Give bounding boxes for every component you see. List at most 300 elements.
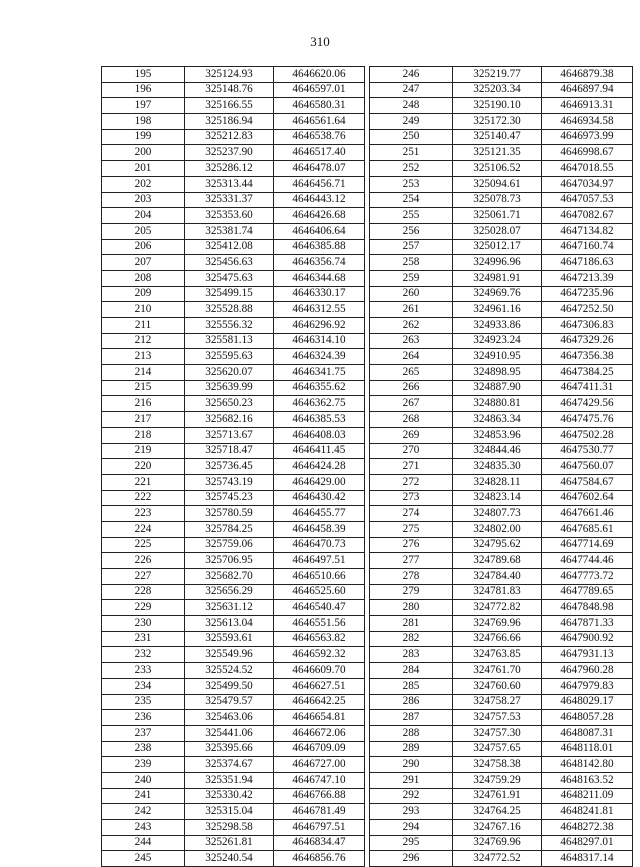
- table-cell-y: 4646426.68: [274, 208, 365, 224]
- coordinates-table-left: [101, 66, 365, 867]
- table-cell-y: 4646879.38: [542, 67, 633, 83]
- table-cell-y: 4646330.17: [274, 286, 365, 302]
- table-cell-point: 228: [102, 584, 185, 600]
- table-cell-y: 4647186.63: [542, 255, 633, 271]
- table-cell-y: 4646430.42: [274, 490, 365, 506]
- table-cell-x: 325595.63: [185, 349, 274, 365]
- table-cell-x: 324767.16: [453, 820, 542, 836]
- table-cell-point: 254: [370, 192, 453, 208]
- table-cell-point: 251: [370, 145, 453, 161]
- table-cell-y: 4647584.67: [542, 474, 633, 490]
- table-cell-y: 4646563.82: [274, 631, 365, 647]
- table-row: [370, 114, 633, 130]
- table-cell-y: 4646296.92: [274, 318, 365, 334]
- table-cell-x: 325203.34: [453, 82, 542, 98]
- table-cell-point: 216: [102, 396, 185, 412]
- table-cell-point: 220: [102, 459, 185, 475]
- table-cell-x: 325381.74: [185, 223, 274, 239]
- table-row: [102, 757, 365, 773]
- table-row: [370, 772, 633, 788]
- table-cell-x: 324759.29: [453, 772, 542, 788]
- table-cell-x: 325528.88: [185, 302, 274, 318]
- table-cell-x: 325078.73: [453, 192, 542, 208]
- table-cell-point: 227: [102, 569, 185, 585]
- table-cell-x: 325650.23: [185, 396, 274, 412]
- table-cell-y: 4646998.67: [542, 145, 633, 161]
- table-cell-y: 4646797.51: [274, 820, 365, 836]
- table-row: [102, 114, 365, 130]
- table-cell-y: 4648057.28: [542, 710, 633, 726]
- table-cell-y: 4646727.00: [274, 757, 365, 773]
- table-cell-x: 325315.04: [185, 804, 274, 820]
- table-cell-x: 324923.24: [453, 333, 542, 349]
- table-cell-point: 289: [370, 741, 453, 757]
- table-cell-x: 325581.13: [185, 333, 274, 349]
- table-cell-point: 222: [102, 490, 185, 506]
- table-row: [370, 521, 633, 537]
- table-cell-y: 4646627.51: [274, 678, 365, 694]
- table-cell-y: 4646341.75: [274, 365, 365, 381]
- table-cell-x: 324758.38: [453, 757, 542, 773]
- table-row: [102, 270, 365, 286]
- table-cell-y: 4648241.81: [542, 804, 633, 820]
- table-cell-y: 4647057.53: [542, 192, 633, 208]
- table-cell-point: 292: [370, 788, 453, 804]
- table-cell-x: 325121.35: [453, 145, 542, 161]
- table-row: [370, 333, 633, 349]
- table-cell-y: 4646517.40: [274, 145, 365, 161]
- table-cell-point: 204: [102, 208, 185, 224]
- table-cell-point: 255: [370, 208, 453, 224]
- table-cell-point: 202: [102, 176, 185, 192]
- table-cell-point: 264: [370, 349, 453, 365]
- table-cell-y: 4647411.31: [542, 380, 633, 396]
- table-cell-x: 324757.65: [453, 741, 542, 757]
- table-cell-point: 278: [370, 569, 453, 585]
- table-cell-point: 218: [102, 427, 185, 443]
- table-cell-x: 325639.99: [185, 380, 274, 396]
- table-cell-x: 325237.90: [185, 145, 274, 161]
- table-cell-x: 324789.68: [453, 553, 542, 569]
- table-cell-x: 325499.15: [185, 286, 274, 302]
- table-cell-point: 198: [102, 114, 185, 130]
- table-cell-y: 4648029.17: [542, 694, 633, 710]
- table-cell-x: 325463.06: [185, 710, 274, 726]
- table-cell-point: 225: [102, 537, 185, 553]
- table-cell-y: 4647134.82: [542, 223, 633, 239]
- table-row: [370, 788, 633, 804]
- table-row: [102, 553, 365, 569]
- table-cell-y: 4647900.92: [542, 631, 633, 647]
- table-cell-x: 325613.04: [185, 616, 274, 632]
- table-cell-point: 196: [102, 82, 185, 98]
- table-row: [102, 710, 365, 726]
- table-cell-x: 324828.11: [453, 474, 542, 490]
- table-cell-x: 324863.34: [453, 412, 542, 428]
- table-cell-y: 4647530.77: [542, 443, 633, 459]
- table-row: [102, 616, 365, 632]
- table-cell-y: 4647306.83: [542, 318, 633, 334]
- page-number: 310: [310, 34, 330, 49]
- table-row: [370, 506, 633, 522]
- table-cell-point: 211: [102, 318, 185, 334]
- table-row: [370, 318, 633, 334]
- table-row: [102, 835, 365, 851]
- table-cell-y: 4646406.64: [274, 223, 365, 239]
- table-cell-x: 325240.54: [185, 851, 274, 867]
- table-cell-x: 324763.85: [453, 647, 542, 663]
- table-cell-point: 233: [102, 663, 185, 679]
- table-cell-point: 272: [370, 474, 453, 490]
- table-row: [102, 286, 365, 302]
- table-cell-x: 325106.52: [453, 161, 542, 177]
- table-cell-y: 4646672.06: [274, 725, 365, 741]
- table-row: [102, 725, 365, 741]
- table-cell-y: 4647252.50: [542, 302, 633, 318]
- table-cell-y: 4648211.09: [542, 788, 633, 804]
- table-cell-y: 4647789.65: [542, 584, 633, 600]
- table-cell-x: 325549.96: [185, 647, 274, 663]
- table-row: [102, 145, 365, 161]
- table-cell-point: 245: [102, 851, 185, 867]
- table-cell-x: 324898.95: [453, 365, 542, 381]
- table-row: [370, 98, 633, 114]
- table-cell-point: 207: [102, 255, 185, 271]
- table-row: [102, 521, 365, 537]
- table-cell-x: 325656.29: [185, 584, 274, 600]
- coordinate-tables: [101, 66, 633, 867]
- table-row: [102, 176, 365, 192]
- table-cell-point: 262: [370, 318, 453, 334]
- table-row: [102, 67, 365, 83]
- table-cell-point: 275: [370, 521, 453, 537]
- table-cell-x: 325412.08: [185, 239, 274, 255]
- table-cell-y: 4648272.38: [542, 820, 633, 836]
- table-cell-point: 257: [370, 239, 453, 255]
- table-cell-point: 276: [370, 537, 453, 553]
- table-row: [102, 584, 365, 600]
- table-cell-x: 324887.90: [453, 380, 542, 396]
- table-cell-point: 248: [370, 98, 453, 114]
- table-cell-point: 223: [102, 506, 185, 522]
- table-cell-y: 4646443.12: [274, 192, 365, 208]
- table-cell-point: 277: [370, 553, 453, 569]
- table-cell-point: 215: [102, 380, 185, 396]
- table-cell-x: 325556.32: [185, 318, 274, 334]
- table-cell-y: 4647979.83: [542, 678, 633, 694]
- table-cell-y: 4646580.31: [274, 98, 365, 114]
- table-cell-x: 324853.96: [453, 427, 542, 443]
- table-row: [102, 161, 365, 177]
- table-cell-y: 4646747.10: [274, 772, 365, 788]
- table-cell-point: 246: [370, 67, 453, 83]
- table-cell-point: 210: [102, 302, 185, 318]
- table-cell-x: 324758.27: [453, 694, 542, 710]
- table-row: [102, 741, 365, 757]
- table-row: [370, 239, 633, 255]
- table-cell-y: 4647160.74: [542, 239, 633, 255]
- table-cell-point: 260: [370, 286, 453, 302]
- table-row: [102, 678, 365, 694]
- table-cell-y: 4646314.10: [274, 333, 365, 349]
- table-cell-x: 325061.71: [453, 208, 542, 224]
- table-cell-point: 279: [370, 584, 453, 600]
- table-cell-y: 4646497.51: [274, 553, 365, 569]
- table-row: [102, 804, 365, 820]
- table-row: [370, 349, 633, 365]
- table-cell-point: 263: [370, 333, 453, 349]
- table-cell-point: 286: [370, 694, 453, 710]
- table-cell-point: 256: [370, 223, 453, 239]
- table-cell-x: 324807.73: [453, 506, 542, 522]
- table-cell-y: 4646525.60: [274, 584, 365, 600]
- table-cell-y: 4646597.01: [274, 82, 365, 98]
- table-cell-point: 214: [102, 365, 185, 381]
- table-row: [102, 129, 365, 145]
- table-row: [102, 98, 365, 114]
- table-cell-x: 325012.17: [453, 239, 542, 255]
- table-row: [370, 270, 633, 286]
- table-cell-x: 324823.14: [453, 490, 542, 506]
- table-cell-point: 217: [102, 412, 185, 428]
- table-cell-point: 266: [370, 380, 453, 396]
- table-cell-x: 325140.47: [453, 129, 542, 145]
- table-row: [102, 600, 365, 616]
- table-cell-y: 4646344.68: [274, 270, 365, 286]
- table-row: [102, 82, 365, 98]
- table-cell-point: 231: [102, 631, 185, 647]
- table-cell-point: 206: [102, 239, 185, 255]
- table-cell-point: 242: [102, 804, 185, 820]
- table-cell-y: 4646592.32: [274, 647, 365, 663]
- table-cell-x: 325331.37: [185, 192, 274, 208]
- table-row: [102, 663, 365, 679]
- table-row: [102, 490, 365, 506]
- table-cell-y: 4647744.46: [542, 553, 633, 569]
- table-cell-x: 325261.81: [185, 835, 274, 851]
- table-cell-x: 325028.07: [453, 223, 542, 239]
- table-cell-y: 4646540.47: [274, 600, 365, 616]
- table-cell-point: 230: [102, 616, 185, 632]
- table-cell-point: 208: [102, 270, 185, 286]
- table-cell-y: 4646356.74: [274, 255, 365, 271]
- table-cell-x: 324835.30: [453, 459, 542, 475]
- table-cell-y: 4648087.31: [542, 725, 633, 741]
- table-row: [370, 396, 633, 412]
- table-cell-point: 240: [102, 772, 185, 788]
- table-cell-y: 4647661.46: [542, 506, 633, 522]
- table-cell-y: 4647356.38: [542, 349, 633, 365]
- table-cell-y: 4647848.98: [542, 600, 633, 616]
- table-cell-x: 325718.47: [185, 443, 274, 459]
- table-row: [370, 412, 633, 428]
- table-cell-x: 325148.76: [185, 82, 274, 98]
- table-row: [370, 380, 633, 396]
- table-cell-y: 4647602.64: [542, 490, 633, 506]
- table-cell-x: 325759.06: [185, 537, 274, 553]
- table-row: [102, 694, 365, 710]
- table-cell-x: 325353.60: [185, 208, 274, 224]
- table-cell-point: 239: [102, 757, 185, 773]
- table-cell-point: 283: [370, 647, 453, 663]
- table-cell-point: 237: [102, 725, 185, 741]
- table-cell-y: 4647960.28: [542, 663, 633, 679]
- table-cell-y: 4647034.97: [542, 176, 633, 192]
- table-cell-point: 269: [370, 427, 453, 443]
- table-row: [370, 804, 633, 820]
- table-row: [370, 208, 633, 224]
- table-row: [370, 537, 633, 553]
- table-cell-x: 325682.70: [185, 569, 274, 585]
- table-cell-point: 258: [370, 255, 453, 271]
- table-cell-point: 235: [102, 694, 185, 710]
- table-cell-y: 4647213.39: [542, 270, 633, 286]
- table-cell-point: 280: [370, 600, 453, 616]
- table-cell-point: 261: [370, 302, 453, 318]
- table-cell-x: 325780.59: [185, 506, 274, 522]
- table-cell-x: 325784.25: [185, 521, 274, 537]
- table-cell-x: 324981.91: [453, 270, 542, 286]
- table-row: [370, 616, 633, 632]
- table-cell-x: 325219.77: [453, 67, 542, 83]
- table-row: [102, 631, 365, 647]
- table-cell-point: 274: [370, 506, 453, 522]
- table-row: [370, 584, 633, 600]
- table-row: [102, 239, 365, 255]
- table-cell-y: 4646510.66: [274, 569, 365, 585]
- table-cell-y: 4646781.49: [274, 804, 365, 820]
- table-cell-x: 325374.67: [185, 757, 274, 773]
- table-row: [370, 443, 633, 459]
- table-cell-point: 284: [370, 663, 453, 679]
- table-row: [370, 223, 633, 239]
- table-cell-point: 200: [102, 145, 185, 161]
- table-cell-x: 325706.95: [185, 553, 274, 569]
- table-row: [370, 710, 633, 726]
- table-cell-point: 219: [102, 443, 185, 459]
- table-cell-point: 270: [370, 443, 453, 459]
- table-cell-point: 213: [102, 349, 185, 365]
- table-row: [102, 223, 365, 239]
- table-cell-y: 4646385.53: [274, 412, 365, 428]
- table-row: [370, 647, 633, 663]
- table-row: [370, 757, 633, 773]
- table-row: [370, 553, 633, 569]
- table-cell-y: 4646856.76: [274, 851, 365, 867]
- table-row: [370, 176, 633, 192]
- table-cell-point: 291: [370, 772, 453, 788]
- table-row: [102, 412, 365, 428]
- table-row: [102, 427, 365, 443]
- table-cell-point: 209: [102, 286, 185, 302]
- table-cell-x: 324769.96: [453, 616, 542, 632]
- table-cell-y: 4646362.75: [274, 396, 365, 412]
- table-cell-y: 4646470.73: [274, 537, 365, 553]
- table-cell-y: 4648297.01: [542, 835, 633, 851]
- table-cell-y: 4647714.69: [542, 537, 633, 553]
- table-cell-x: 325713.67: [185, 427, 274, 443]
- table-cell-y: 4646455.77: [274, 506, 365, 522]
- table-cell-point: 287: [370, 710, 453, 726]
- table-cell-x: 325395.66: [185, 741, 274, 757]
- table-cell-y: 4646456.71: [274, 176, 365, 192]
- table-row: [370, 145, 633, 161]
- table-row: [102, 851, 365, 867]
- table-row: [370, 600, 633, 616]
- table-cell-point: 197: [102, 98, 185, 114]
- table-cell-point: 295: [370, 835, 453, 851]
- table-cell-y: 4646642.25: [274, 694, 365, 710]
- table-row: [370, 129, 633, 145]
- table-row: [102, 380, 365, 396]
- table-cell-point: 234: [102, 678, 185, 694]
- table-cell-x: 324844.46: [453, 443, 542, 459]
- table-cell-point: 273: [370, 490, 453, 506]
- table-cell-y: 4646934.58: [542, 114, 633, 130]
- table-row: [102, 365, 365, 381]
- table-cell-y: 4646408.03: [274, 427, 365, 443]
- table-cell-y: 4647384.25: [542, 365, 633, 381]
- table-cell-y: 4647429.56: [542, 396, 633, 412]
- table-cell-point: 226: [102, 553, 185, 569]
- table-cell-point: 267: [370, 396, 453, 412]
- table-cell-y: 4647871.33: [542, 616, 633, 632]
- table-cell-x: 325313.44: [185, 176, 274, 192]
- table-cell-x: 324784.40: [453, 569, 542, 585]
- table-cell-x: 325682.16: [185, 412, 274, 428]
- table-cell-x: 324772.82: [453, 600, 542, 616]
- table-cell-point: 268: [370, 412, 453, 428]
- table-cell-x: 324757.53: [453, 710, 542, 726]
- table-row: [370, 663, 633, 679]
- table-cell-y: 4646312.55: [274, 302, 365, 318]
- table-cell-point: 224: [102, 521, 185, 537]
- table-cell-y: 4646766.88: [274, 788, 365, 804]
- table-cell-x: 324769.96: [453, 835, 542, 851]
- table-row: [102, 474, 365, 490]
- table-cell-x: 325743.19: [185, 474, 274, 490]
- table-cell-point: 201: [102, 161, 185, 177]
- table-row: [370, 851, 633, 867]
- table-cell-x: 325441.06: [185, 725, 274, 741]
- table-row: [370, 835, 633, 851]
- table-cell-x: 325456.63: [185, 255, 274, 271]
- table-cell-point: 285: [370, 678, 453, 694]
- table-cell-x: 324772.52: [453, 851, 542, 867]
- table-row: [370, 365, 633, 381]
- table-cell-x: 325631.12: [185, 600, 274, 616]
- table-cell-point: 288: [370, 725, 453, 741]
- table-row: [370, 725, 633, 741]
- table-cell-x: 325620.07: [185, 365, 274, 381]
- table-cell-y: 4646324.39: [274, 349, 365, 365]
- table-cell-y: 4647685.61: [542, 521, 633, 537]
- table-cell-y: 4646385.88: [274, 239, 365, 255]
- table-row: [370, 474, 633, 490]
- table-cell-x: 324760.60: [453, 678, 542, 694]
- table-cell-point: 249: [370, 114, 453, 130]
- table-row: [370, 67, 633, 83]
- table-row: [102, 569, 365, 585]
- table-row: [370, 820, 633, 836]
- table-cell-x: 325172.30: [453, 114, 542, 130]
- table-cell-point: 294: [370, 820, 453, 836]
- table-row: [102, 302, 365, 318]
- table-row: [370, 459, 633, 475]
- table-row: [102, 318, 365, 334]
- table-cell-x: 325736.45: [185, 459, 274, 475]
- table-cell-y: 4646551.56: [274, 616, 365, 632]
